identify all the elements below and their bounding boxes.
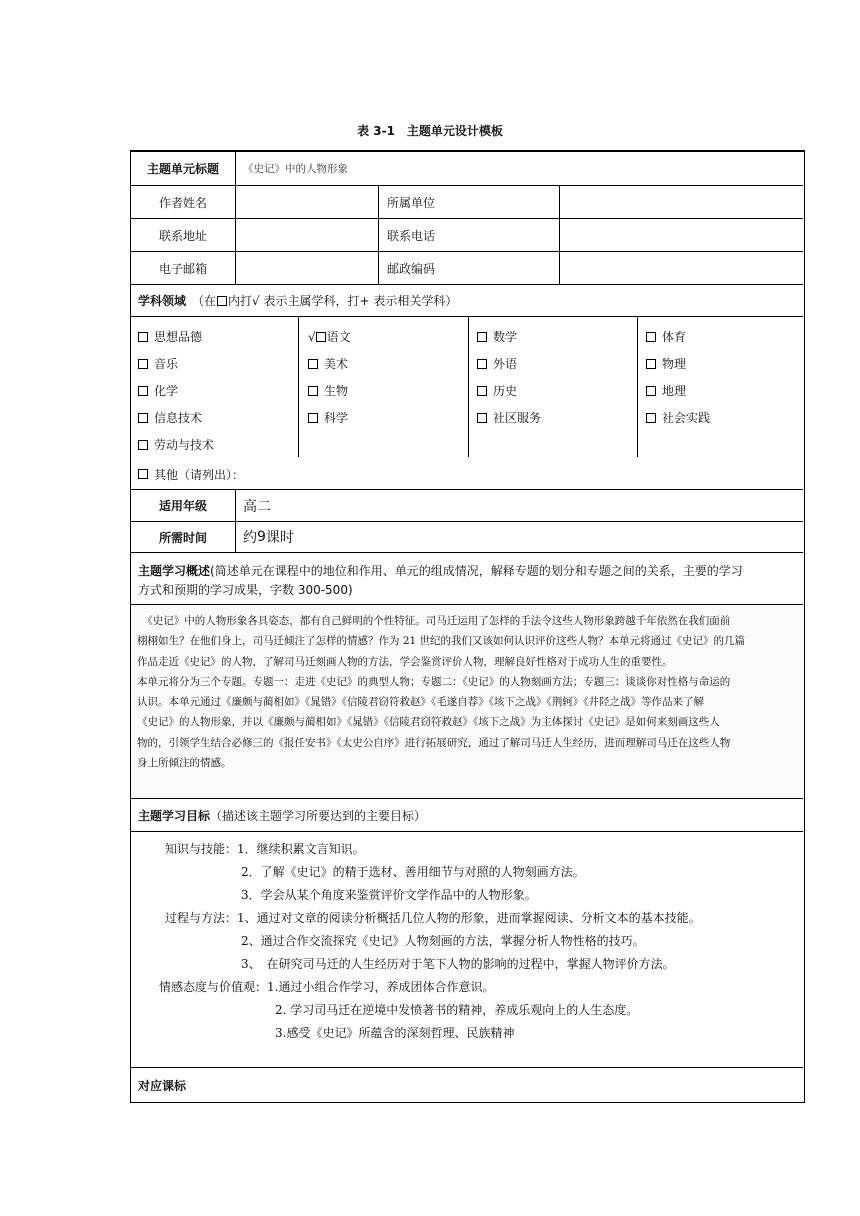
- overview-line: 《史记》的人物形象，并以《廉颇与蔺相如》《晁错》《信陵君窃符救赵》《垓下之战》为主体探讨《史记》是如何来刻画这些人: [137, 716, 720, 729]
- unit-title-value[interactable]: 《史记》中的人物形象: [243, 163, 348, 175]
- subject-label: 社区服务: [493, 411, 542, 425]
- subject-item-other[interactable]: [138, 459, 538, 489]
- row-standards: [131, 1068, 803, 1102]
- subject-label: 外语: [493, 357, 518, 371]
- checkbox-icon[interactable]: [308, 359, 318, 369]
- subject-item-meishu[interactable]: [308, 355, 348, 372]
- subject-label: 语文: [326, 330, 351, 344]
- subject-label: 物理: [662, 357, 687, 371]
- template-table: [130, 150, 805, 1103]
- subject-area-heading: [138, 285, 798, 316]
- subject-item-lishi[interactable]: [477, 382, 517, 399]
- subject-label: 劳动与技术: [154, 438, 215, 452]
- subject-item-waiyu[interactable]: [477, 355, 517, 372]
- checkbox-icon: [217, 296, 227, 306]
- subject-area-hint-pre: （在: [192, 294, 217, 308]
- standards-label: 对应课标: [138, 1078, 187, 1093]
- subject-label: 历史: [493, 384, 518, 398]
- checkbox-icon[interactable]: [308, 413, 318, 423]
- checkbox-icon[interactable]: [646, 332, 656, 342]
- checkbox-icon[interactable]: [477, 413, 487, 423]
- overview-line: 作品走近《史记》的人物，了解司马迁刻画人物的方法，学会鉴赏评价人物，理解良好性格对于成功人生的重要性。: [137, 655, 673, 668]
- email-label: 电子邮箱: [158, 261, 207, 276]
- zip-label: 邮政编码: [387, 261, 436, 276]
- row-subject-header: [131, 285, 803, 317]
- checkbox-icon[interactable]: [138, 359, 148, 369]
- org-label: 所属单位: [387, 195, 436, 210]
- overview-line: 本单元将分为三个专题。专题一：走进《史记》的典型人物；专题二：《史记》的人物刻画方法；专题三：谈谈你对性格与命运的: [137, 675, 731, 688]
- overview-line: 认识。本单元通过《廉颇与蔺相如》《晁错》《信陵君窃符救赵》《毛遂自荐》《垓下之战》《荆轲》《井陉之战》等作品来了解: [137, 696, 704, 709]
- checkbox-icon[interactable]: [316, 332, 326, 342]
- subject-label: 社会实践: [662, 411, 711, 425]
- goals-hint: （描述该主题学习所要达到的主要目标）: [210, 808, 427, 823]
- row-unit-title: [131, 152, 803, 186]
- grade-value[interactable]: 高二: [243, 498, 271, 515]
- subject-item-shehui[interactable]: [646, 409, 710, 426]
- goal-line: 2．了解《史记》的精于选材、善用细节与对照的人物刻画方法。: [241, 865, 585, 879]
- checkbox-icon[interactable]: [646, 386, 656, 396]
- subject-item-yuwen[interactable]: [308, 328, 351, 345]
- author-label: 作者姓名: [158, 195, 207, 210]
- goals-label: 主题学习目标: [138, 808, 211, 823]
- overview-text[interactable]: [137, 611, 797, 773]
- row-email: [131, 252, 803, 285]
- subject-other-label: 其他（请列出）：: [154, 467, 245, 482]
- time-value-pre: 约: [243, 530, 257, 546]
- checkbox-icon[interactable]: [477, 386, 487, 396]
- overview-line: 身上所倾注的情感。: [137, 757, 232, 770]
- row-subject-grid: [131, 317, 803, 459]
- subject-area-label: 学科领域: [138, 294, 187, 308]
- subject-item-laodong[interactable]: [138, 436, 214, 453]
- subject-label: 信息技术: [154, 411, 203, 425]
- address-label: 联系地址: [158, 228, 207, 243]
- subject-label: 体育: [662, 330, 687, 344]
- checkbox-icon[interactable]: [138, 386, 148, 396]
- subject-item-dili[interactable]: [646, 382, 686, 399]
- row-overview-header: [131, 553, 803, 605]
- goal-line: 过程与方法：1、通过对文章的阅读分析概括几位人物的形象，进而掌握阅读、分析文本的基本技能。: [165, 911, 701, 925]
- checkbox-icon[interactable]: [138, 332, 148, 342]
- overview-hint-line1: (简述单元在课程中的地位和作用、单元的组成情况，解释专题的划分和专题之间的关系，主要的学习: [210, 564, 743, 578]
- overview-heading: [138, 562, 800, 600]
- goal-line: 2、通过合作交流探究《史记》人物刻画的方法，掌握分析人物性格的技巧。: [241, 934, 645, 948]
- subject-area-hint-post: 内打√ 表示主属学科，打+ 表示相关学科）: [228, 294, 458, 308]
- email-input[interactable]: [236, 252, 378, 284]
- checkbox-icon[interactable]: [477, 359, 487, 369]
- goals-heading: [138, 799, 798, 831]
- checkbox-icon[interactable]: [138, 469, 148, 479]
- subject-label: 化学: [154, 384, 179, 398]
- subject-item-shuxue[interactable]: [477, 328, 517, 345]
- subject-item-xinxi[interactable]: [138, 409, 202, 426]
- subject-item-yinyue[interactable]: [138, 355, 178, 372]
- goal-line: 3．学会从某个角度来鉴赏评价文学作品中的人物形象。: [241, 888, 537, 902]
- subject-item-shengwu[interactable]: [308, 382, 348, 399]
- goal-line: 情感态度与价值观：1.通过小组合作学习，养成团体合作意识。: [159, 980, 495, 994]
- org-input[interactable]: [560, 186, 803, 218]
- address-input[interactable]: [236, 219, 378, 251]
- time-value-post: 课时: [265, 530, 294, 546]
- subject-item-wuli[interactable]: [646, 355, 686, 372]
- row-address: [131, 219, 803, 252]
- subject-item-shequ[interactable]: [477, 409, 541, 426]
- subject-item-kexue[interactable]: [308, 409, 348, 426]
- zip-input[interactable]: [560, 252, 803, 284]
- table-caption: 表 3-1 主题单元设计模板: [357, 124, 503, 138]
- subject-item-huaxue[interactable]: [138, 382, 178, 399]
- overview-line: 物的，引领学生结合必修三的《报任安书》《太史公自序》进行拓展研究，通过了解司马迁人生经历，进而理解司马迁在这些人物: [137, 736, 731, 749]
- checkbox-icon[interactable]: [477, 332, 487, 342]
- checkbox-icon[interactable]: [138, 413, 148, 423]
- unit-title-label: 主题单元标题: [146, 162, 219, 176]
- subject-label: 数学: [493, 330, 518, 344]
- time-value-num: 9: [257, 529, 266, 545]
- subject-label: 美术: [324, 357, 349, 371]
- grade-label: 适用年级: [158, 499, 207, 513]
- overview-label: 主题学习概述: [138, 564, 211, 578]
- checkmark-icon: √: [308, 330, 316, 344]
- row-grade: [131, 490, 803, 522]
- checkbox-icon[interactable]: [138, 440, 148, 450]
- row-author: [131, 186, 803, 219]
- row-goals-header: [131, 799, 803, 832]
- subject-label: 音乐: [154, 357, 179, 371]
- row-subject-other: [131, 459, 803, 490]
- author-input[interactable]: [236, 186, 378, 218]
- goal-line: 3.感受《史记》所蕴含的深刻哲理、民族精神: [275, 1026, 515, 1040]
- goal-line: 3、 在研究司马迁的人生经历对于笔下人物的影响的过程中，掌握人物评价方法。: [241, 957, 675, 971]
- row-overview-body: [131, 605, 803, 799]
- overview-hint-line2: 方式和预期的学习成果，字数 300-500): [138, 583, 353, 597]
- checkbox-icon[interactable]: [308, 386, 318, 396]
- subject-label: 科学: [324, 411, 349, 425]
- subject-item-sixiang[interactable]: [138, 328, 202, 345]
- phone-label: 联系电话: [387, 228, 436, 243]
- goal-line: 知识与技能：1．继续积累文言知识。: [165, 842, 365, 856]
- subject-item-tiyu[interactable]: [646, 328, 686, 345]
- goal-line: 2. 学习司马迁在逆境中发愤著书的精神，养成乐观向上的人生态度。: [275, 1003, 639, 1017]
- phone-input[interactable]: [560, 219, 803, 251]
- overview-line: 栩栩如生？在他们身上，司马迁倾注了怎样的情感？作为 21 世纪的我们又该如何认识评价这些人物？本单元将通过《史记》的几篇: [137, 635, 746, 648]
- subject-label: 思想品德: [154, 330, 203, 344]
- time-label: 所需时间: [158, 530, 207, 545]
- time-value[interactable]: [243, 522, 643, 552]
- overview-line: 《史记》中的人物形象各具姿态，都有自己鲜明的个性特征。司马迁运用了怎样的手法令这些人物形象跨越千年依然在我们面前: [137, 615, 731, 627]
- checkbox-icon[interactable]: [646, 413, 656, 423]
- subject-label: 生物: [324, 384, 349, 398]
- row-goals-body: [131, 832, 803, 1068]
- row-time: [131, 522, 803, 553]
- subject-label: 地理: [662, 384, 687, 398]
- checkbox-icon[interactable]: [646, 359, 656, 369]
